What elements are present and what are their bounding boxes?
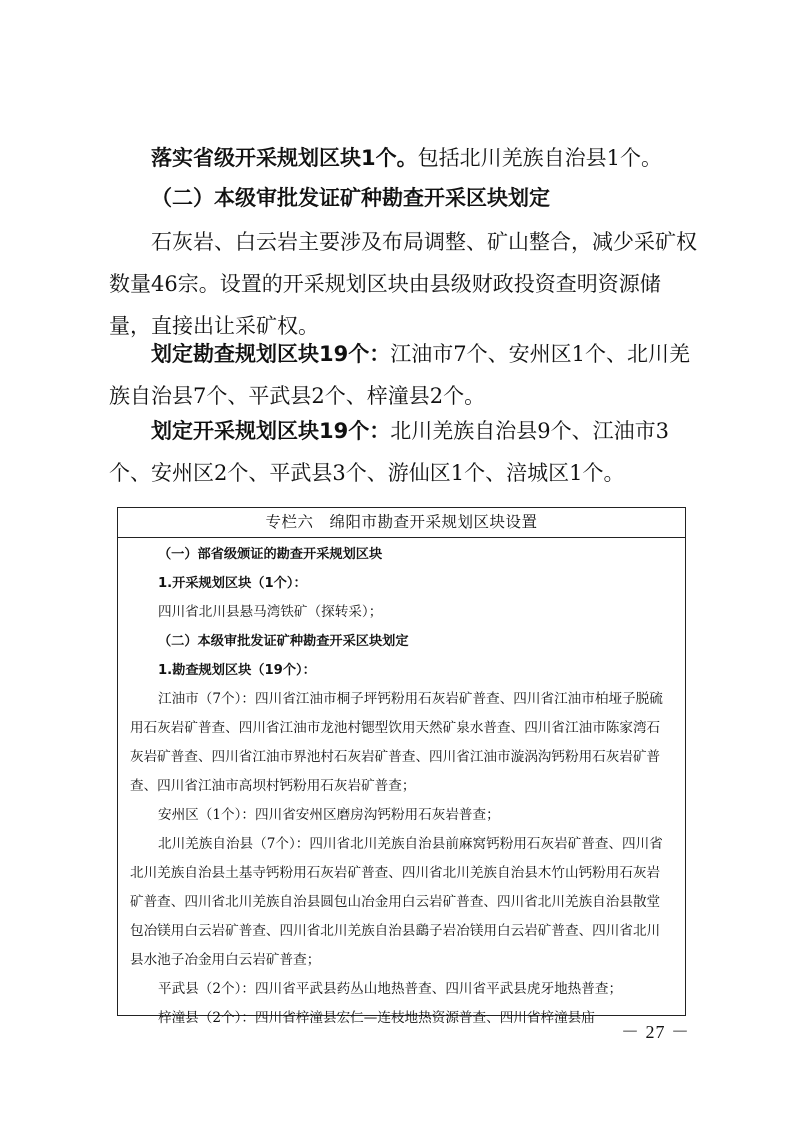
box-anzhou: 安州区（1个）：四川省安州区磨房沟钙粉用石灰岩普查； — [158, 807, 500, 823]
box-subheading-2: 1.勘查规划区块（19个）： — [158, 663, 316, 678]
box-subheading-1: 1.开采规划区块（1个）： — [158, 576, 307, 591]
box-beichuan: 北川羌族自治县（7个）：四川省北川羌族自治县前麻窝钙粉用石灰岩矿普查、四川省北川羌族自治县土基寺钙粉用石灰岩矿普查、四川省北川羌族自治县木竹山钙粉用石灰岩矿普查、四川省北川羌族自治县圆包山冶金用白云岩矿普查、四川省北川羌族自治县散堂包冶镁用白云岩矿普查、四川省北川羌族自治县鷂子岩冶镁用白云岩矿普查、四川省北川县水池子冶金用白云岩矿普查； — [130, 836, 663, 968]
paragraph-4-text: 北川羌族自治县9个、江油市3个、安州区2个、平武县3个、游仙区1个、涪城区1个。 — [109, 419, 669, 485]
box-jiangyou: 江油市（7个）：四川省江油市桐子坪钙粉用石灰岩矿普查、四川省江油市柏垭子脱硫用石灰岩矿普查、四川省江油市龙池村锶型饮用天然矿泉水普查、四川省江油市陈家湾石灰岩矿普查、四川省江油市界池村石灰岩矿普查、四川省江油市漩涡沟钙粉用石灰岩矿普查、四川省江油市高坝村钙粉用石灰岩矿普查； — [130, 691, 663, 794]
paragraph-1 — [109, 137, 699, 179]
paragraph-1-bold: 落实省级开采规划区块1个。 — [151, 146, 418, 170]
paragraph-3-text: 江油市7个、安州区1个、北川羌族自治县7个、平武县2个、梓潼县2个。 — [109, 342, 690, 408]
box-heading-2: （二）本级审批发证矿种勘查开采区块划定 — [158, 634, 409, 649]
paragraph-2: 石灰岩、白云岩主要涉及布局调整、矿山整合，减少采矿权数量46宗。设置的开采规划区块由县级财政投资查明资源储量，直接出让采矿权。 — [109, 230, 697, 338]
paragraph-3 — [109, 333, 699, 417]
box-pingwu: 平武县（2个）：四川省平武县药丛山地热普查、四川省平武县虎牙地热普查； — [158, 981, 623, 997]
box-zitong: 梓潼县（2个）：四川省梓潼县宏仁—连枝地热资源普查、四川省梓潼县庙 — [158, 1010, 595, 1026]
page-number: － 27 － — [621, 1022, 690, 1042]
column-box — [117, 507, 686, 1026]
column-box-body — [118, 538, 685, 1033]
box-heading-1: （一）部省级颁证的勘查开采规划区块 — [158, 547, 383, 562]
paragraph-4-bold: 划定开采规划区块19个： — [151, 419, 391, 443]
paragraph-1-text: 包括北川羌族自治县1个。 — [417, 146, 662, 170]
paragraph-3-bold: 划定勘查规划区块19个： — [151, 342, 391, 366]
paragraph-4 — [109, 410, 699, 494]
column-box-title: 专栏六 绵阳市勘查开采规划区块设置 — [118, 508, 685, 538]
section-heading: （二）本级审批发证矿种勘查开采区块划定 — [151, 186, 550, 210]
box-item-1: 四川省北川县悬马湾铁矿（探转采）； — [158, 604, 383, 620]
